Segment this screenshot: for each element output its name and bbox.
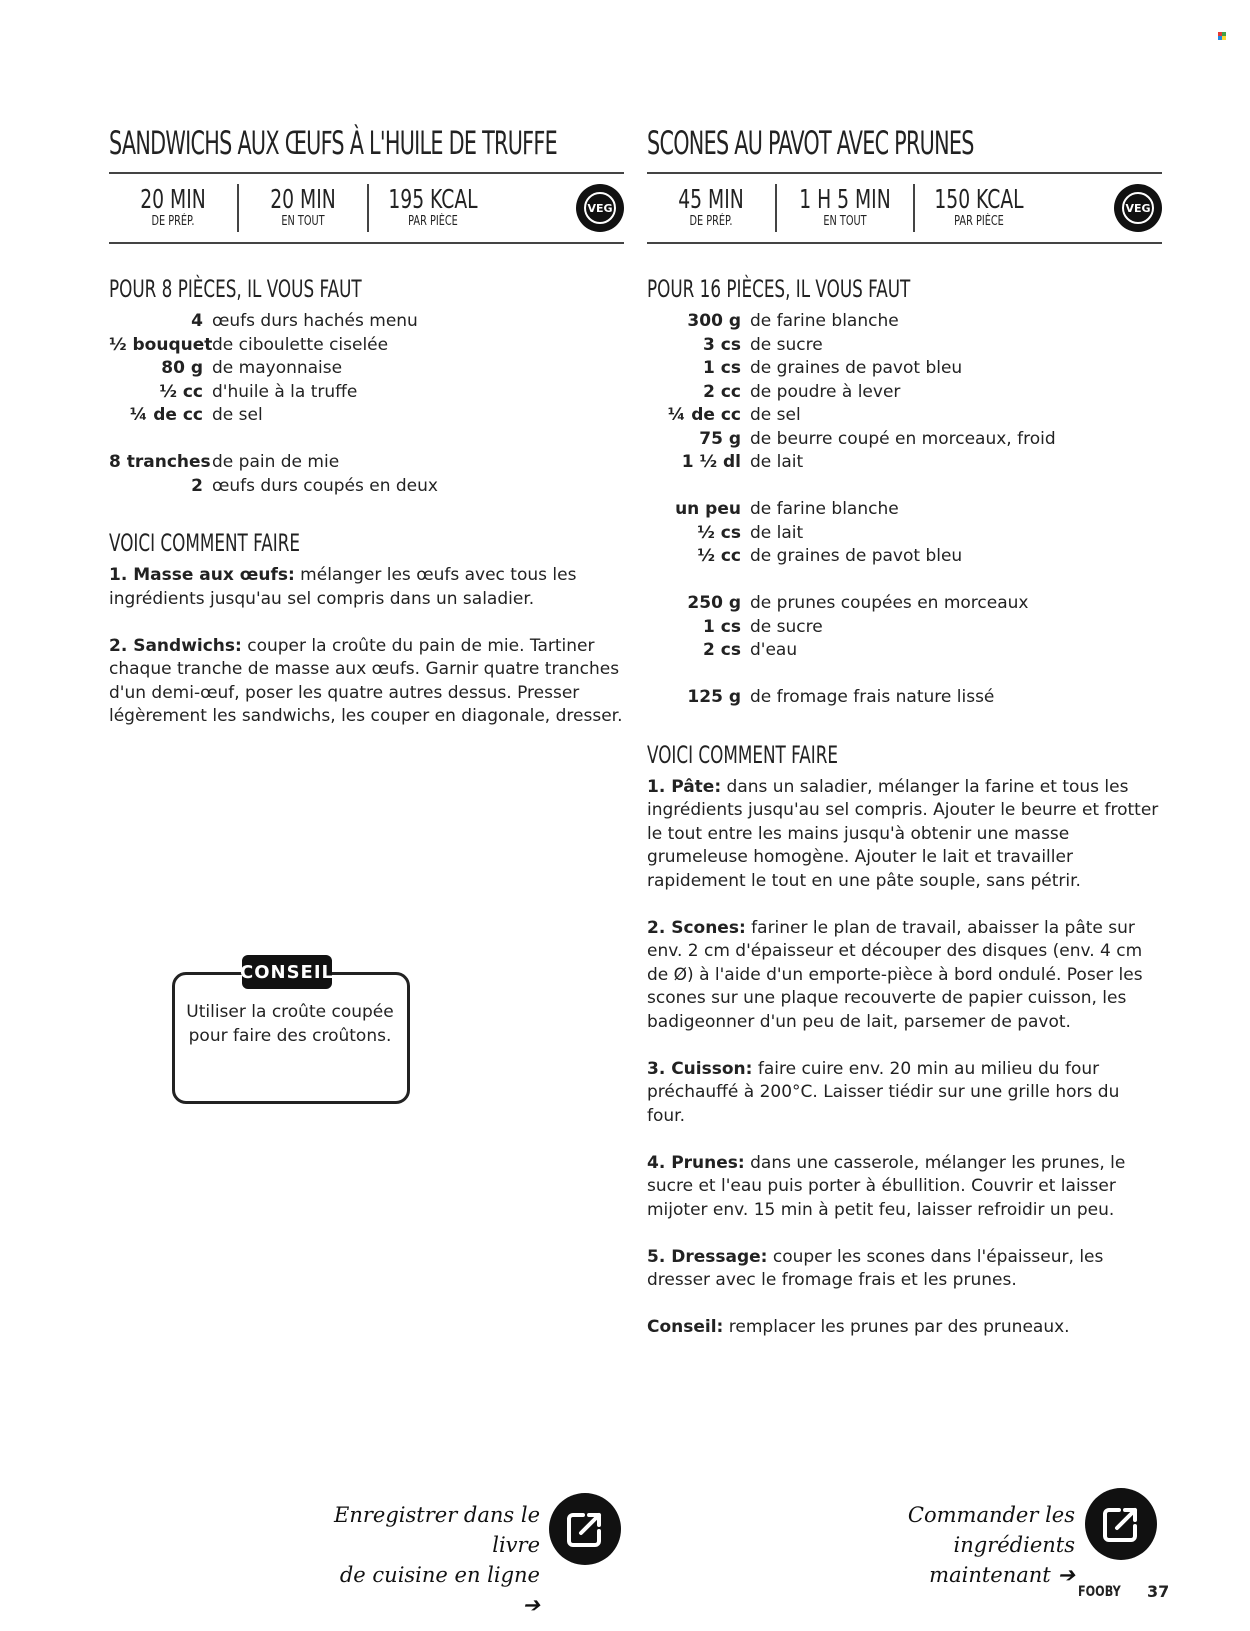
recipe-stats xyxy=(109,172,624,244)
veg-badge-icon: VEG xyxy=(1114,184,1162,232)
list-item: ¼ de cc de sel xyxy=(129,405,263,425)
step: 2. Sandwichs: couper la croûte du pain de mie. Tartiner chaque tranche de masse aux œufs. Garnir quatre tranches d'un demi-œuf, poser les quatre autres dessus. Presser légèrement les sandwichs, les couper en diagonale, dresser. xyxy=(109,635,623,726)
save-cookbook-link[interactable]: Enregistrer dans le livre de cuisine en ligne ➔ xyxy=(334,1503,540,1617)
stat-prep: 45 MIN DE PRÉP. xyxy=(678,185,744,229)
list-item: 250 g de prunes coupées en morceaux xyxy=(687,593,1029,613)
list-item: 4 œufs durs hachés menu xyxy=(191,311,418,331)
step: 1. Masse aux œufs: mélanger les œufs avec tous les ingrédients jusqu'au sel compris dans un saladier. xyxy=(109,565,577,609)
brand-logo: FOOBY xyxy=(1078,1584,1121,1600)
order-ingredients-link[interactable]: Commander les ingrédients maintenant ➔ xyxy=(907,1503,1075,1587)
save-cookbook-button[interactable] xyxy=(549,1493,621,1565)
list-item: ½ cs de lait xyxy=(697,522,804,543)
step: 3. Cuisson: faire cuire env. 20 min au milieu du four préchauffé à 200°C. Laisser tiédir sur une grille hors du four. xyxy=(647,1058,1120,1126)
page-number: 37 xyxy=(1147,1582,1170,1601)
recipe-title: SCONES AU PAVOT AVEC PRUNES xyxy=(647,124,974,162)
ingredients-list xyxy=(109,310,624,498)
recipe-left xyxy=(109,120,624,752)
list-item: 125 g de fromage frais nature lissé xyxy=(687,687,995,707)
list-item: 3 cs de sucre xyxy=(703,334,823,355)
list-item: 75 g de beurre coupé en morceaux, froid xyxy=(699,428,1056,449)
list-item: un peu de farine blanche xyxy=(675,499,899,519)
list-item: ½ cc de graines de pavot bleu xyxy=(697,546,963,566)
stat-total: 1 H 5 MIN EN TOUT xyxy=(799,185,891,229)
list-item: 80 g de mayonnaise xyxy=(161,358,343,378)
external-link-icon xyxy=(563,1507,607,1551)
ingredients-heading: POUR 8 PIÈCES, IL VOUS FAUT xyxy=(109,275,362,303)
steps-heading: VOICI COMMENT FAIRE xyxy=(109,529,300,557)
order-ingredients-button[interactable] xyxy=(1085,1488,1157,1560)
list-item: 1 ½ dl de lait xyxy=(681,452,804,472)
stat-kcal: 195 KCAL PAR PIÈCE xyxy=(388,185,478,229)
recipe-title: SANDWICHS AUX ŒUFS À L'HUILE DE TRUFFE xyxy=(109,124,557,162)
step: 2. Scones: fariner le plan de travail, abaisser la pâte sur env. 2 cm d'épaisseur et découper des disques (env. 4 cm de Ø) à l'aide d'un emporte-pièce à bord ondulé. Poser les scones sur une plaque recouverte de papier cuisson, les badigeonner d'un peu de lait, parsemer de pavot. xyxy=(647,917,1143,1032)
list-item: 2 cc de poudre à lever xyxy=(703,381,901,402)
steps-list xyxy=(109,564,624,729)
recipe-right xyxy=(647,120,1162,1363)
list-item: ½ cc d'huile à la truffe xyxy=(159,381,358,402)
list-item: 2 œufs durs coupés en deux xyxy=(191,475,438,496)
list-item: ¼ de cc de sel xyxy=(667,405,801,425)
stat-kcal: 150 KCAL PAR PIÈCE xyxy=(934,185,1024,229)
steps-list xyxy=(647,776,1162,1340)
step: 1. Pâte: dans un saladier, mélanger la farine et tous les ingrédients jusqu'au sel compris. Ajouter le beurre et frotter le tout entre les mains jusqu'à obtenir une masse grumeleuse homogène. Ajouter le lait et travailler rapidement le tout en une pâte souple, sans pétrir. xyxy=(647,776,1159,891)
tip-text: Utiliser la croûte coupée pour faire des croûtons. xyxy=(186,1002,394,1046)
ingredients-list xyxy=(647,310,1162,710)
list-item: 300 g de farine blanche xyxy=(687,311,899,331)
veg-badge-icon: VEG xyxy=(576,184,624,232)
list-item: 8 tranches de pain de mie xyxy=(109,452,340,472)
step: 4. Prunes: dans une casserole, mélanger les prunes, le sucre et l'eau puis porter à ébullition. Couvrir et laisser mijoter env. 15 min à petit feu, laisser refroidir un peu. xyxy=(647,1152,1126,1220)
step: Conseil: remplacer les prunes par des pruneaux. xyxy=(647,1317,1070,1337)
list-item: 1 cs de graines de pavot bleu xyxy=(703,358,963,378)
steps-heading: VOICI COMMENT FAIRE xyxy=(647,740,838,769)
step: 5. Dressage: couper les scones dans l'épaisseur, les dresser avec le fromage frais et les prunes. xyxy=(647,1246,1104,1290)
list-item: 2 cs d'eau xyxy=(703,640,798,660)
list-item: 1 cs de sucre xyxy=(703,616,823,637)
stat-total: 20 MIN EN TOUT xyxy=(270,185,336,229)
ingredients-heading: POUR 16 PIÈCES, IL VOUS FAUT xyxy=(647,275,911,303)
stat-prep: 20 MIN DE PRÉP. xyxy=(140,185,206,229)
external-link-icon xyxy=(1099,1502,1143,1546)
list-item: ½ bouquet de ciboulette ciselée xyxy=(109,334,389,355)
tip-badge: CONSEIL xyxy=(242,955,332,989)
recipe-stats xyxy=(647,172,1162,244)
brand-dots-icon xyxy=(1218,32,1226,40)
